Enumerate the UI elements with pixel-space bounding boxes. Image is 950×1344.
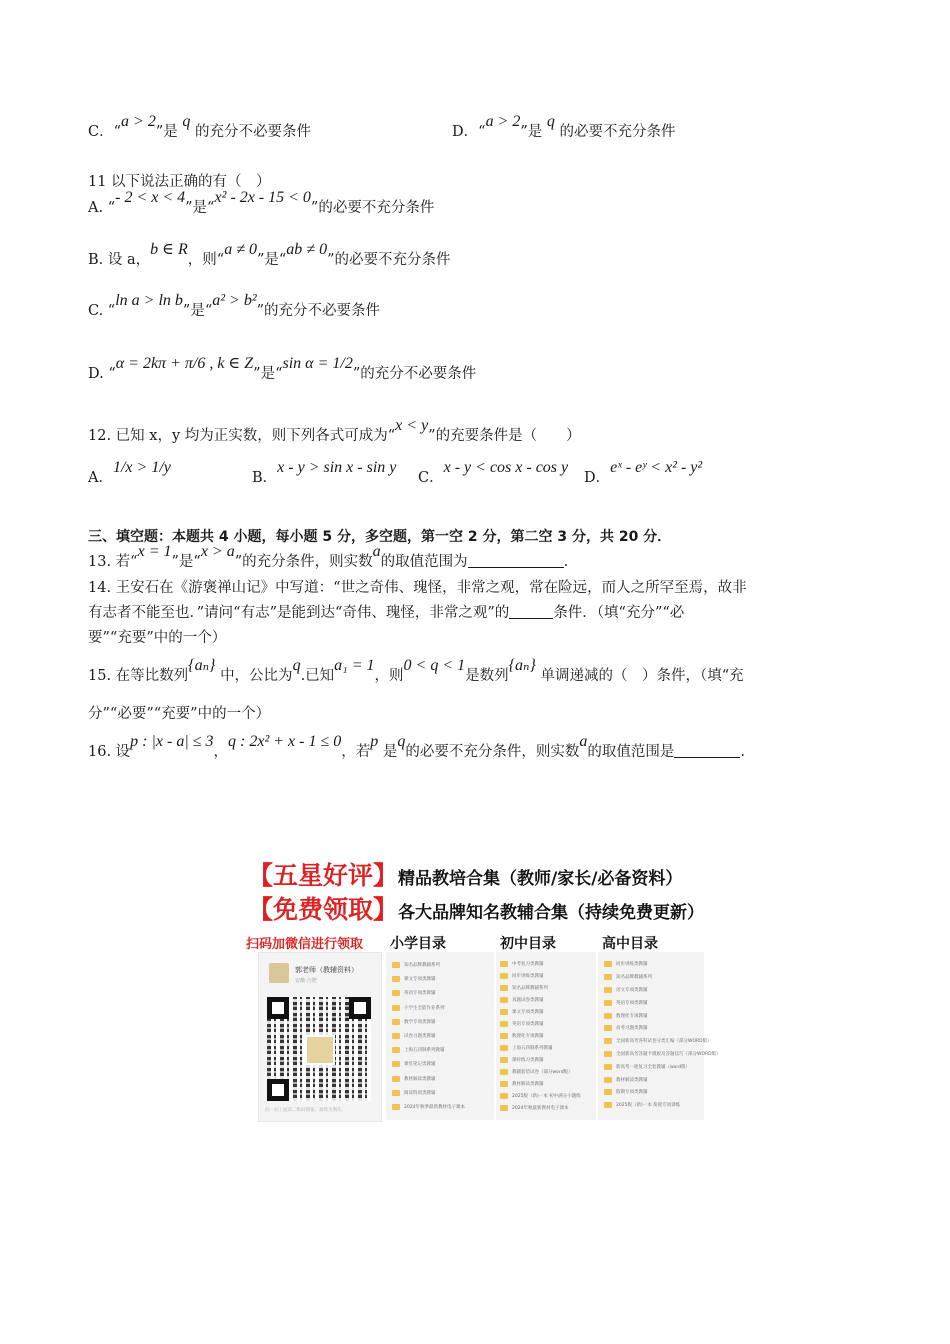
folder-icon bbox=[392, 1047, 400, 1053]
list-item[interactable]: 阅读特训类教辅 bbox=[392, 1086, 465, 1100]
folder-icon bbox=[604, 961, 612, 967]
section-3-heading: 三、填空题：本题共 4 小题，每小题 5 分，多空题，第一空 2 分，第二空 3 分，共 20 分． bbox=[88, 529, 672, 545]
folder-icon bbox=[500, 1021, 508, 1027]
list-item[interactable]: 假期专项类教辅 bbox=[604, 1086, 721, 1099]
list-item[interactable]: 同步讲练类教辅 bbox=[500, 970, 581, 982]
folder-icon bbox=[392, 962, 400, 968]
q10-d-label: D． bbox=[452, 124, 479, 140]
folder-icon bbox=[500, 997, 508, 1003]
q13: 13. 若“x = 1”是“x > a”的充分条件，则实数a的取值范围为 . bbox=[88, 543, 569, 570]
list-item[interactable]: 2024年秋季最新教材电子课本 bbox=[392, 1100, 465, 1114]
list-item[interactable]: 小学生全能作业系列 bbox=[392, 1001, 465, 1015]
q10-option-c: C．“a > 2”是 q 的充分不必要条件 bbox=[88, 113, 311, 140]
folder-icon bbox=[500, 1069, 508, 1075]
q14-line3: 要”“充要”中的一个） bbox=[88, 630, 227, 646]
card-footer-hint: 扫一扫上面的二维码图案，加我为朋友。 bbox=[265, 1108, 346, 1113]
list-item[interactable]: 高考习题类教辅 bbox=[604, 1022, 721, 1035]
avatar bbox=[269, 963, 289, 983]
folder-icon bbox=[604, 1102, 612, 1108]
folder-icon bbox=[500, 1009, 508, 1015]
q12-option-c: C．x - y < cos x - cos y bbox=[418, 459, 569, 486]
list-item[interactable]: 英语专项类教辅 bbox=[500, 1018, 581, 1030]
list-item[interactable]: 新高考一轮复习全套教辅（word版） bbox=[604, 1060, 721, 1073]
promo-line-2: 【免费领取】各大品牌知名教辅合集（持续免费更新） bbox=[248, 895, 705, 924]
list-item[interactable]: 数理化专项教辅 bbox=[500, 1030, 581, 1042]
folder-icon bbox=[392, 1019, 400, 1025]
list-item[interactable]: 2025版（新)一本 初中满分小题练 bbox=[500, 1090, 581, 1102]
list-item[interactable]: 英语专项类教辅 bbox=[604, 996, 721, 1009]
q13-answer-blank[interactable] bbox=[468, 553, 564, 568]
scan-instruction: 扫码加微信进行领取 bbox=[246, 937, 364, 952]
q14-line2: 有志者不能至也．”请问“有志”是能到达“奇伟、瑰怪，非常之观”的 条件．（填“充分”“必 bbox=[88, 605, 685, 621]
list-item[interactable]: 中考复习类教辅 bbox=[500, 958, 581, 970]
q12-option-b: B．x - y > sin x - sin y bbox=[252, 459, 397, 486]
list-item[interactable]: 教材解读类教辅 bbox=[392, 1072, 465, 1086]
folder-icon bbox=[500, 1045, 508, 1051]
list-item[interactable]: 课文专项类教辅 bbox=[392, 972, 465, 986]
list-item[interactable]: 知名品牌教辅系列 bbox=[500, 982, 581, 994]
high-catalog-heading: 高中目录 bbox=[602, 936, 658, 952]
q10-option-d: D．“a > 2”是 q 的必要不充分条件 bbox=[452, 113, 676, 140]
qr-finder-icon bbox=[349, 997, 371, 1019]
list-item[interactable]: 知名品牌教辅系列 bbox=[392, 958, 465, 972]
list-item[interactable]: 真题试卷类教辅 bbox=[500, 994, 581, 1006]
primary-catalog-heading: 小学目录 bbox=[390, 936, 446, 952]
list-item[interactable]: 语文专项类教辅 bbox=[604, 984, 721, 997]
list-item[interactable]: 教辅套装试卷（部分word版） bbox=[500, 1066, 581, 1078]
list-item[interactable]: 同步讲练类教辅 bbox=[604, 958, 721, 971]
list-item[interactable]: 2024年秋最新教材电子课本 bbox=[500, 1102, 581, 1114]
qr-avatar-icon bbox=[305, 1035, 335, 1065]
folder-icon bbox=[500, 1081, 508, 1087]
list-item[interactable]: 2025版（新)一本 衔接专项训练 bbox=[604, 1099, 721, 1112]
high-catalog-list bbox=[604, 958, 721, 1112]
q10-d-math: a > 2 bbox=[485, 113, 521, 130]
list-item[interactable]: 全国新高考各科试卷分类汇编（部分WORD版） bbox=[604, 1035, 721, 1048]
folder-icon bbox=[500, 973, 508, 979]
q10-c-math: a > 2 bbox=[121, 113, 156, 130]
folder-icon bbox=[392, 1033, 400, 1039]
q11-stem: 11 以下说法正确的有（ ） bbox=[88, 174, 271, 190]
qr-finder-icon bbox=[267, 997, 289, 1019]
middle-catalog-list bbox=[500, 958, 581, 1114]
folder-icon bbox=[604, 987, 612, 993]
list-item[interactable]: 课时练习类教辅 bbox=[500, 1054, 581, 1066]
q10-c-label: C． bbox=[88, 124, 114, 140]
list-item[interactable]: 数学专项类教辅 bbox=[392, 1015, 465, 1029]
folder-icon bbox=[392, 1005, 400, 1011]
middle-catalog-heading: 初中目录 bbox=[500, 936, 556, 952]
q12-option-d: D．eˣ - eʸ < x² - y² bbox=[584, 459, 703, 486]
folder-icon bbox=[604, 1013, 612, 1019]
q15-line1: 15. 在等比数列{aₙ} 中，公比为q.已知a₁ = 1，则0 < q < 1是数列{aₙ} 单调递减的（ ）条件，（填“充 bbox=[88, 657, 744, 684]
folder-icon bbox=[604, 1077, 612, 1083]
folder-icon bbox=[392, 1090, 400, 1096]
folder-icon bbox=[392, 990, 400, 996]
q14-answer-blank[interactable] bbox=[509, 604, 553, 619]
wechat-contact-card bbox=[258, 952, 382, 1122]
q16-answer-blank[interactable] bbox=[674, 743, 740, 758]
folder-icon bbox=[392, 976, 400, 982]
list-item[interactable]: 课文专项类教辅 bbox=[500, 1006, 581, 1018]
list-item[interactable]: 教材解读类教辅 bbox=[604, 1073, 721, 1086]
folder-icon bbox=[604, 1051, 612, 1057]
list-item[interactable]: 教材解读类教辅 bbox=[500, 1078, 581, 1090]
folder-icon bbox=[392, 1104, 400, 1110]
q11-option-a: A. “- 2 < x < 4”是“x² - 2x - 15 < 0”的必要不充分条件 bbox=[88, 189, 435, 216]
list-item[interactable]: 上海五四制系列教辅 bbox=[500, 1042, 581, 1054]
folder-icon bbox=[604, 1089, 612, 1095]
promo-line-1: 【五星好评】精品教培合集（教师/家长/必备资料） bbox=[248, 861, 683, 890]
qr-finder-icon bbox=[267, 1079, 289, 1101]
contact-name: 郭老师（教辅资料） bbox=[295, 966, 358, 974]
q11-option-c: C. “ln a > ln b”是“a² > b²”的充分不必要条件 bbox=[88, 292, 381, 319]
folder-icon bbox=[500, 961, 508, 967]
list-item[interactable]: 上海五四制系列教辅 bbox=[392, 1043, 465, 1057]
contact-location: 安徽·合肥 bbox=[295, 978, 317, 984]
folder-icon bbox=[500, 1033, 508, 1039]
q12-option-a: A．1/x > 1/y bbox=[88, 459, 171, 486]
folder-icon bbox=[604, 974, 612, 980]
list-item[interactable]: 课堂笔记类教辅 bbox=[392, 1057, 465, 1071]
folder-icon bbox=[500, 1057, 508, 1063]
folder-icon bbox=[604, 1064, 612, 1070]
q16: 16. 设p : |x - a| ≤ 3，q : 2x² + x - 1 ≤ 0，若p 是q的必要不充分条件，则实数a的取值范围是 . bbox=[88, 733, 745, 760]
folder-icon bbox=[604, 1038, 612, 1044]
q11-option-d: D. “α = 2kπ + π/6 , k ∈ Z”是“sin α = 1/2”的充分不必要条件 bbox=[88, 355, 477, 382]
q12-stem: 12. 已知 x，y 均为正实数，则下列各式可成为“x < y”的充要条件是（ ） bbox=[88, 417, 581, 444]
list-item[interactable]: 知名品牌教辅系列 bbox=[604, 971, 721, 984]
folder-icon bbox=[500, 1105, 508, 1111]
list-item[interactable]: 数理化专项教辅 bbox=[604, 1009, 721, 1022]
list-item[interactable]: 试卷习题类教辅 bbox=[392, 1029, 465, 1043]
list-item[interactable]: 全国新高考答题卡模板及答题技巧（部分WORD版） bbox=[604, 1048, 721, 1061]
folder-icon bbox=[500, 1093, 508, 1099]
q14-line1: 14. 王安石在《游褒禅山记》中写道：“世之奇伟、瑰怪，非常之观，常在险远，而人之所罕至焉，故非 bbox=[88, 580, 747, 596]
folder-icon bbox=[500, 985, 508, 991]
primary-catalog-list bbox=[392, 958, 465, 1114]
folder-icon bbox=[392, 1076, 400, 1082]
list-item[interactable]: 英语专项类教辅 bbox=[392, 986, 465, 1000]
folder-icon bbox=[392, 1061, 400, 1067]
folder-icon bbox=[604, 1025, 612, 1031]
q11-option-b: B. 设 a，b ∈ R，则“a ≠ 0”是“ab ≠ 0”的必要不充分条件 bbox=[88, 241, 451, 268]
q15-line2: 分”“必要”“充要”中的一个） bbox=[88, 706, 271, 722]
folder-icon bbox=[604, 1000, 612, 1006]
